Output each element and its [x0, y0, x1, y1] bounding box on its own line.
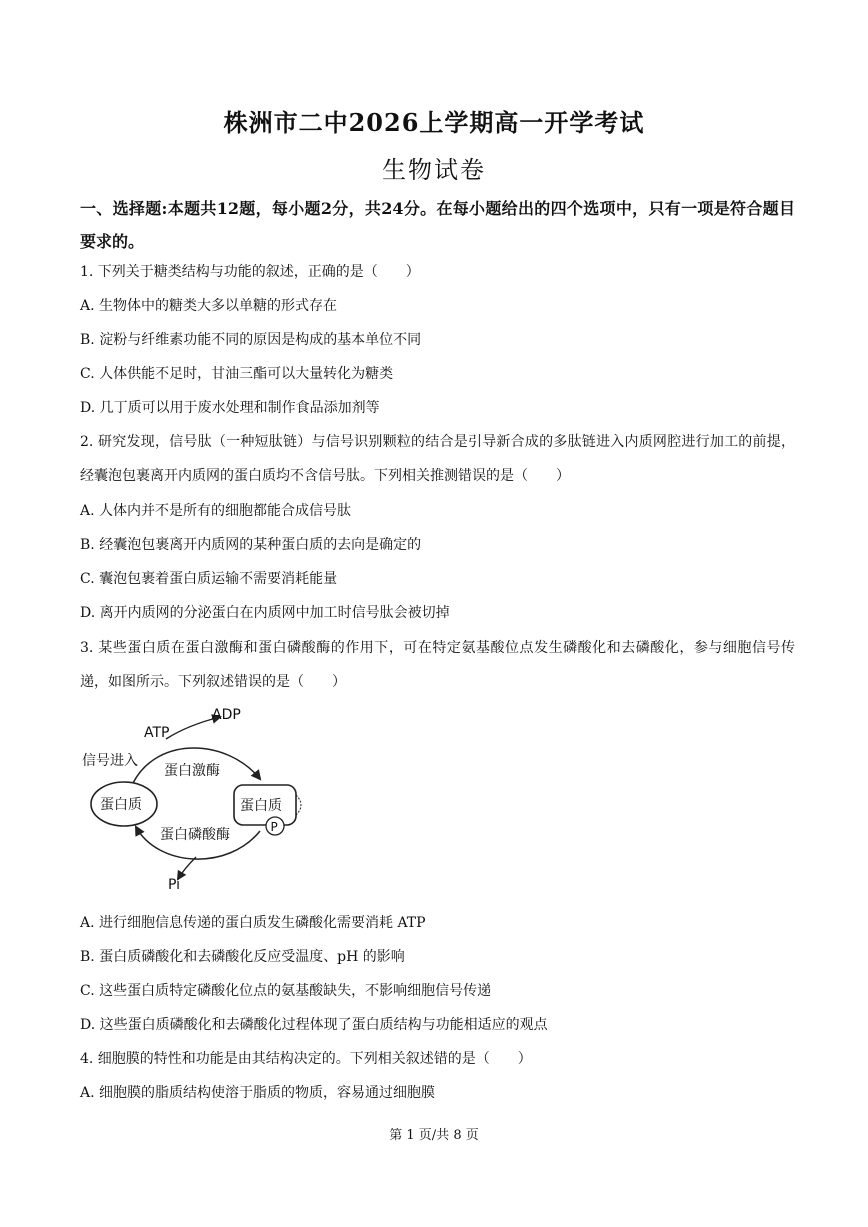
question-2-option-c: C. 囊泡包裹着蛋白质运输不需要消耗能量 — [80, 571, 338, 587]
protein-right-label: 蛋白质 — [240, 798, 282, 814]
page-number: 第 1 页/共 8 页 — [389, 1128, 479, 1143]
question-3-option-b: B. 蛋白质磷酸化和去磷酸化反应受温度、pH 的影响 — [80, 949, 405, 965]
question-2-option-d: D. 离开内质网的分泌蛋白在内质网中加工时信号肽会被切掉 — [80, 605, 450, 621]
question-1-option-c: C. 人体供能不足时，甘油三酯可以大量转化为糖类 — [80, 366, 394, 382]
question-4-option-a: A. 细胞膜的脂质结构使溶于脂质的物质，容易通过细胞膜 — [80, 1085, 436, 1101]
pi-label: Pi — [168, 877, 181, 893]
exam-title: 株洲市二中2026上学期高一开学考试 — [223, 108, 645, 137]
question-3-option-c: C. 这些蛋白质特定磷酸化位点的氨基酸缺失，不影响细胞信号传递 — [80, 983, 492, 999]
signal-label: 信号进入 — [82, 753, 138, 769]
kinase-label: 蛋白激酶 — [164, 763, 220, 779]
section-heading: 一、选择题:本题共12题，每小题2分，共24分。在每小题给出的四个选项中，只有一项是符合题目要求的。 — [80, 199, 795, 251]
question-3-option-a: A. 进行细胞信息传递的蛋白质发生磷酸化需要消耗 ATP — [80, 915, 426, 931]
question-2-option-b: B. 经囊泡包裹离开内质网的某种蛋白质的去向是确定的 — [80, 537, 422, 553]
question-4-stem: 4. 细胞膜的特性和功能是由其结构决定的。下列相关叙述错的是（ ） — [80, 1051, 532, 1067]
pi-arrow — [178, 857, 196, 879]
question-2-stem: 2. 研究发现，信号肽（一种短肽链）与信号识别颗粒的结合是引导新合成的多肽链进入内质网腔进行加工的前提，经囊泡包裹离开内质网的蛋白质均不含信号肽。下列相关推测错误的是（ ） — [80, 434, 795, 484]
question-3-stem: 3. 某些蛋白质在蛋白激酶和蛋白磷酸酶的作用下，可在特定氨基酸位点发生磷酸化和去磷酸化，参与细胞信号传递，如图所示。下列叙述错误的是（ ） — [80, 640, 795, 690]
exam-subtitle: 生物试卷 — [382, 156, 486, 184]
phosphatase-label: 蛋白磷酸酶 — [160, 827, 230, 843]
question-2-option-a: A. 人体内并不是所有的细胞都能合成信号肽 — [80, 503, 352, 519]
phosphorylation-diagram — [78, 703, 328, 893]
question-1-option-b: B. 淀粉与纤维素功能不同的原因是构成的基本单位不同 — [80, 332, 422, 348]
adp-label: ADP — [212, 707, 241, 723]
question-1-stem: 1. 下列关于糖类结构与功能的叙述，正确的是（ ） — [80, 264, 420, 280]
question-1-option-d: D. 几丁质可以用于废水处理和制作食品添加剂等 — [80, 400, 380, 416]
atp-label: ATP — [144, 725, 170, 741]
question-1-option-a: A. 生物体中的糖类大多以单糖的形式存在 — [80, 298, 338, 314]
question-3-option-d: D. 这些蛋白质磷酸化和去磷酸化过程体现了蛋白质结构与功能相适应的观点 — [80, 1017, 548, 1033]
protein-left-label: 蛋白质 — [100, 797, 142, 813]
phosphate-label: P — [270, 820, 278, 834]
